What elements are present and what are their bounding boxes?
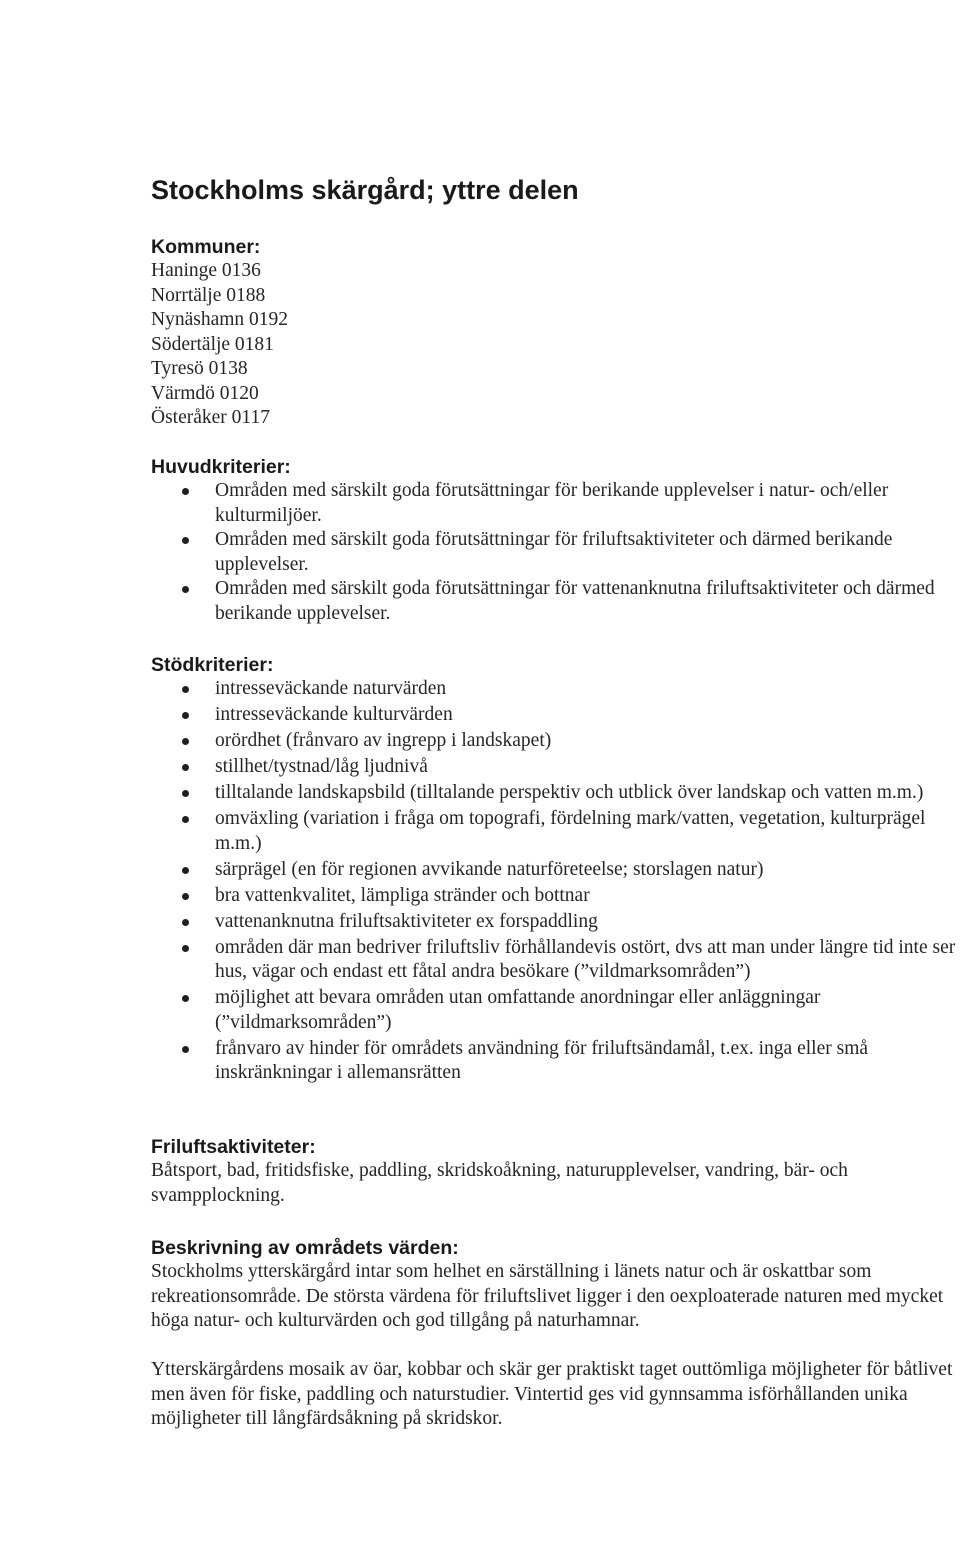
friluftsaktiviteter-section xyxy=(151,1135,931,1208)
bullet-icon xyxy=(182,686,189,693)
list-item-text: tilltalande landskapsbild (tilltalande perspektiv och utblick över landskap och vatten m.m.) xyxy=(215,782,924,803)
stodkriterier-heading: Stödkriterier: xyxy=(151,654,274,676)
list-item xyxy=(151,703,960,728)
bullet-icon xyxy=(182,586,189,593)
bullet-icon xyxy=(182,945,189,952)
list-item-text: intresseväckande naturvärden xyxy=(215,678,447,699)
bullet-icon xyxy=(182,712,189,719)
kommuner-heading: Kommuner: xyxy=(151,236,261,258)
bullet-icon xyxy=(182,995,189,1002)
list-item xyxy=(151,936,960,985)
bullet-icon xyxy=(182,867,189,874)
beskrivning-section xyxy=(151,1236,956,1432)
list-item-text: områden där man bedriver friluftsliv förhållandevis ostört, dvs att man under längre tid inte ser hus, vägar och endast ett fåtal andra besökare (”vildmarksområden”) xyxy=(215,936,956,982)
bullet-icon xyxy=(182,738,189,745)
list-item-text: frånvaro av hinder för områdets användning för friluftsändamål, t.ex. inga eller små inskränkningar i allemansrätten xyxy=(215,1037,869,1083)
list-item xyxy=(151,858,960,883)
kommun-item: Tyresö 0138 xyxy=(151,358,248,379)
bullet-icon xyxy=(182,1046,189,1053)
bullet-icon xyxy=(182,488,189,495)
huvudkriterier-list xyxy=(151,479,956,626)
list-item-text: särprägel (en för regionen avvikande naturföreteelse; storslagen natur) xyxy=(215,858,764,880)
huvudkriterier-heading: Huvudkriterier: xyxy=(151,456,291,478)
list-item xyxy=(151,986,960,1035)
list-item-text: Områden med särskilt goda förutsättningar för friluftsaktiviteter och därmed berikande upplevelser. xyxy=(215,529,893,575)
list-item-text: stillhet/tystnad/låg ljudnivå xyxy=(215,756,428,777)
friluftsaktiviteter-text: Båtsport, bad, fritidsfiske, paddling, skridskoåkning, naturupplevelser, vandring, bär- och svampplockning. xyxy=(151,1160,848,1206)
list-item-text: vattenanknutna friluftsaktiviteter ex forspaddling xyxy=(215,910,598,932)
kommun-item: Nynäshamn 0192 xyxy=(151,309,289,330)
list-item xyxy=(151,884,960,909)
kommun-item: Österåker 0117 xyxy=(151,407,270,428)
list-item-text: bra vattenkvalitet, lämpliga stränder och bottnar xyxy=(215,884,590,906)
kommun-item: Haninge 0136 xyxy=(151,260,261,281)
document-title: Stockholms skärgård; yttre delen xyxy=(151,175,579,205)
list-item xyxy=(151,479,956,528)
kommun-item: Södertälje 0181 xyxy=(151,333,274,355)
kommuner-list xyxy=(151,259,951,431)
list-item-text: möjlighet att bevara områden utan omfattande anordningar eller anläggningar (”vildmarksområden”) xyxy=(215,987,821,1033)
list-item xyxy=(151,729,960,754)
list-item xyxy=(151,1037,960,1086)
list-item xyxy=(151,910,960,935)
kommuner-section xyxy=(151,235,951,431)
list-item xyxy=(151,577,956,626)
huvudkriterier-section xyxy=(151,455,956,626)
list-item-text: Områden med särskilt goda förutsättningar för vattenanknutna friluftsaktiviteter och därmed berikande upplevelser. xyxy=(215,578,935,624)
friluftsaktiviteter-heading: Friluftsaktiviteter: xyxy=(151,1136,316,1158)
bullet-icon xyxy=(182,764,189,771)
bullet-icon xyxy=(182,816,189,823)
bullet-icon xyxy=(182,790,189,797)
bullet-icon xyxy=(182,893,189,900)
list-item xyxy=(151,755,960,780)
list-item xyxy=(151,807,960,856)
stodkriterier-list xyxy=(151,677,960,1086)
list-item-text: omväxling (variation i fråga om topografi, fördelning mark/vatten, vegetation, kulturprägel m.m.) xyxy=(215,808,926,854)
list-item xyxy=(151,528,956,577)
beskrivning-paragraph: Ytterskärgårdens mosaik av öar, kobbar och skär ger praktiskt taget outtömliga möjligheter för båtlivet men även för fiske, paddling och naturstudier. Vintertid ges vid gynnsamma isförhållanden unika möjligheter till långfärdsåkning på skridskor. xyxy=(151,1359,953,1429)
bullet-icon xyxy=(182,537,189,544)
stodkriterier-section xyxy=(151,653,960,1087)
kommun-item: Norrtälje 0188 xyxy=(151,284,266,306)
beskrivning-paragraph: Stockholms ytterskärgård intar som helhet en särställning i länets natur och är oskattbar som rekreationsområde. De största värdena för friluftslivet ligger i den oexploaterade naturen med mycket höga natur- och kulturvärden och god tillgång på naturhamnar. xyxy=(151,1261,944,1331)
list-item-text: Områden med särskilt goda förutsättningar för berikande upplevelser i natur- och/eller kulturmiljöer. xyxy=(215,480,889,526)
beskrivning-heading: Beskrivning av områdets värden: xyxy=(151,1237,459,1259)
list-item-text: orördhet (frånvaro av ingrepp i landskapet) xyxy=(215,730,552,751)
list-item xyxy=(151,781,960,806)
list-item xyxy=(151,677,960,702)
list-item-text: intresseväckande kulturvärden xyxy=(215,704,453,725)
bullet-icon xyxy=(182,919,189,926)
kommun-item: Värmdö 0120 xyxy=(151,382,259,404)
